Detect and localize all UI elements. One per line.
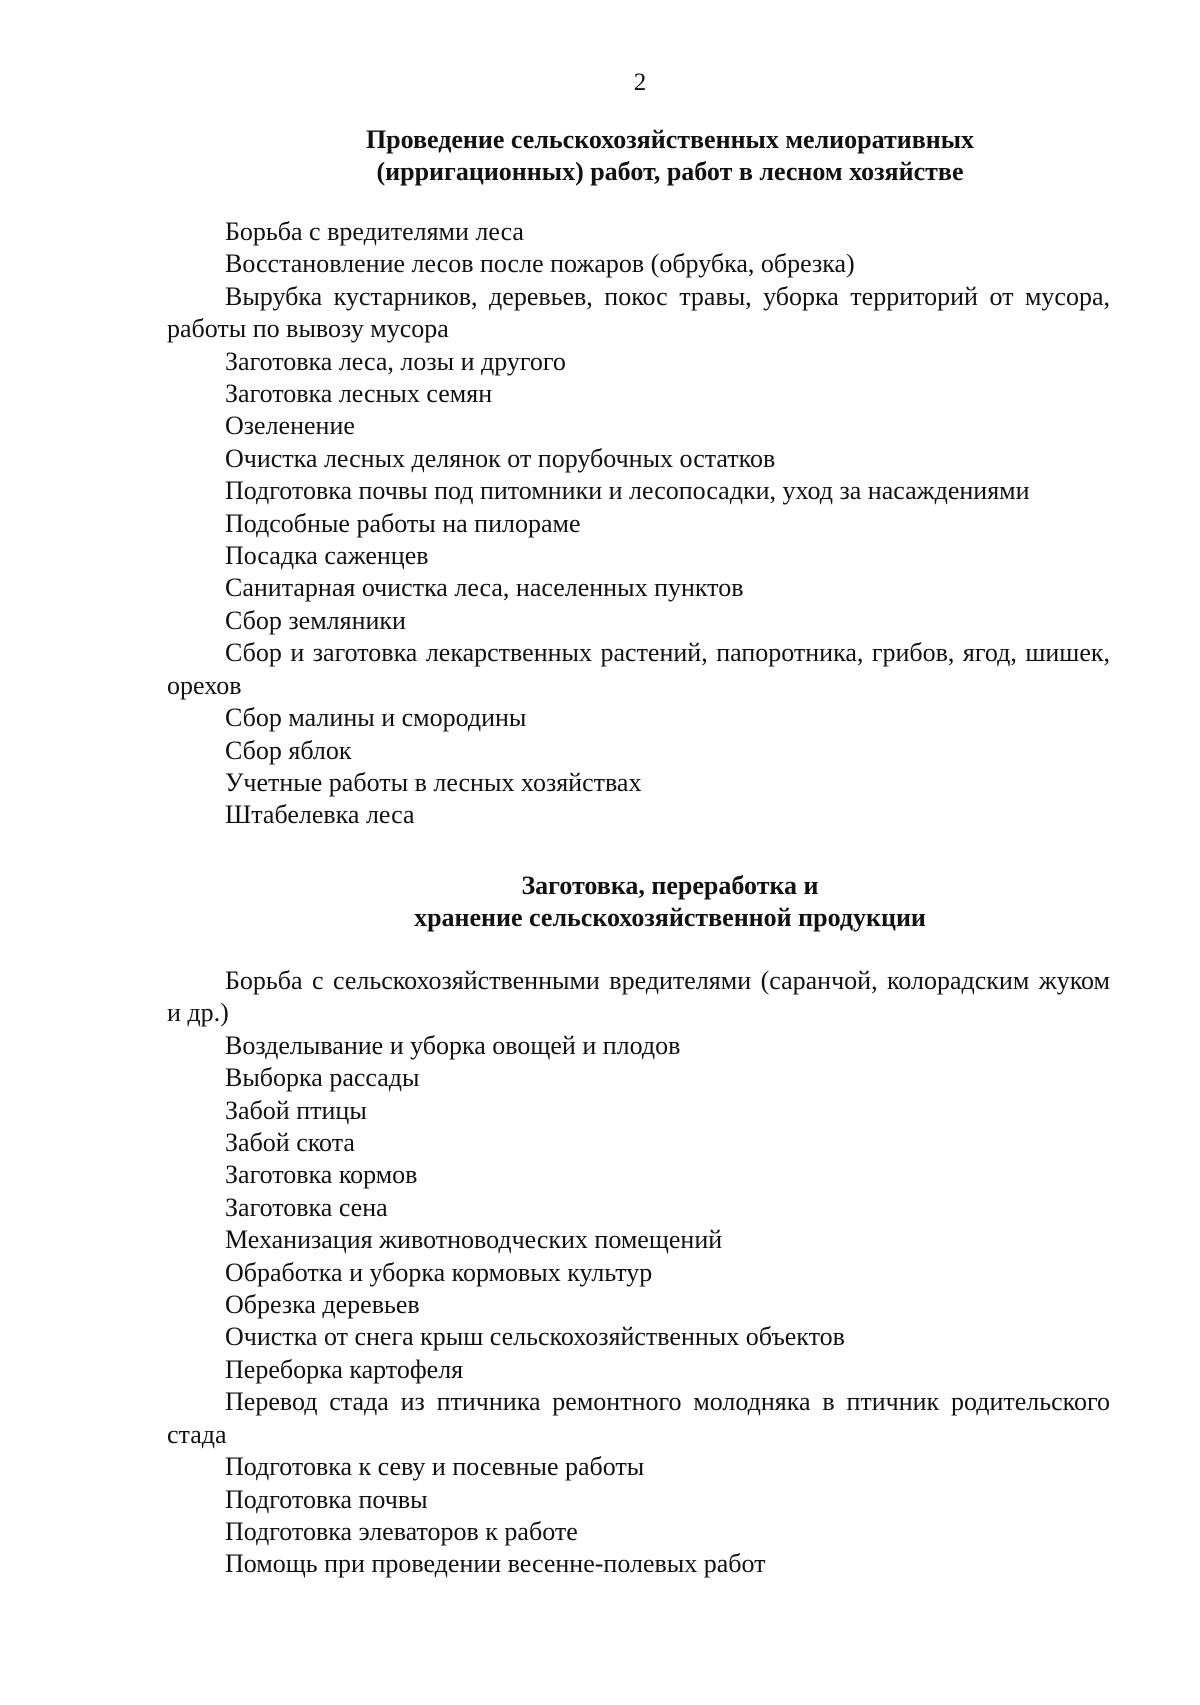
list-item: Подготовка почвы под питомники и лесопосадки, уход за насаждениями [225,476,1030,506]
list-item: Перевод стада из птичника ремонтного молодняка в птичник родительского стада [167,1387,1110,1449]
list-item: Очистка лесных делянок от порубочных остатков [225,443,776,473]
list-item: Забой птицы [225,1095,367,1125]
section-title-line: Заготовка, переработка и [521,871,819,900]
list-item: Сбор малины и смородины [225,703,527,733]
list-item: Подсобные работы на пилораме [225,508,581,538]
list-item: Возделывание и уборка овощей и плодов [225,1030,681,1060]
list-item: Сбор яблок [225,735,352,765]
list-item: Заготовка сена [225,1192,388,1222]
list-item: Посадка саженцев [225,541,429,571]
list-item: Подготовка элеваторов к работе [225,1516,578,1546]
section-title-line: Проведение сельскохозяйственных мелиоративных [365,125,975,154]
list-item: Штабелевка леса [225,800,415,830]
list-item: Вырубка кустарников, деревьев, покос травы, уборка территорий от мусора, работы по вывозу мусора [167,281,1110,344]
list-item: Учетные работы в лесных хозяйствах [225,767,642,797]
section-title-line: (ирригационных) работ, работ в лесном хозяйстве [376,157,964,186]
list-item: Борьба с вредителями леса [225,217,524,246]
list-item: Выборка рассады [225,1063,420,1093]
list-item: Помощь при проведении весенне-полевых работ [225,1549,766,1579]
list-item: Восстановление лесов после пожаров (обрубка, обрезка) [225,249,855,279]
work-list-melioration-forestry [167,216,1110,832]
list-item: Санитарная очистка леса, населенных пунктов [225,573,744,603]
section-title-melioration-forestry [0,124,1200,188]
list-item: Сбор земляники [225,605,406,635]
list-item: Борьба с сельскохозяйственными вредителями (саранчой, колорадским жуком и др.) [167,966,1110,1028]
list-item: Переборка картофеля [225,1354,464,1384]
list-item: Заготовка кормов [225,1160,418,1190]
list-item: Подготовка почвы [225,1484,428,1514]
list-item: Механизация животноводческих помещений [225,1225,723,1255]
list-item: Обрезка деревьев [225,1290,420,1320]
section-title-line: хранение сельскохозяйственной продукции [414,903,926,932]
list-item: Забой скота [225,1128,355,1158]
list-item: Заготовка лесных семян [225,379,493,409]
list-item: Обработка и уборка кормовых культур [225,1257,653,1287]
list-item: Подготовка к севу и посевные работы [225,1452,645,1482]
page-number: 2 [633,69,647,96]
section-title-agricultural-produce [0,870,1200,934]
list-item: Заготовка леса, лозы и другого [225,346,566,376]
work-list-agricultural-produce [167,965,1110,1581]
list-item: Озеленение [225,411,355,441]
list-item: Очистка от снега крыш сельскохозяйственных объектов [225,1322,845,1352]
list-item: Сбор и заготовка лекарственных растений, папоротника, грибов, ягод, шишек, орехов [167,638,1110,700]
